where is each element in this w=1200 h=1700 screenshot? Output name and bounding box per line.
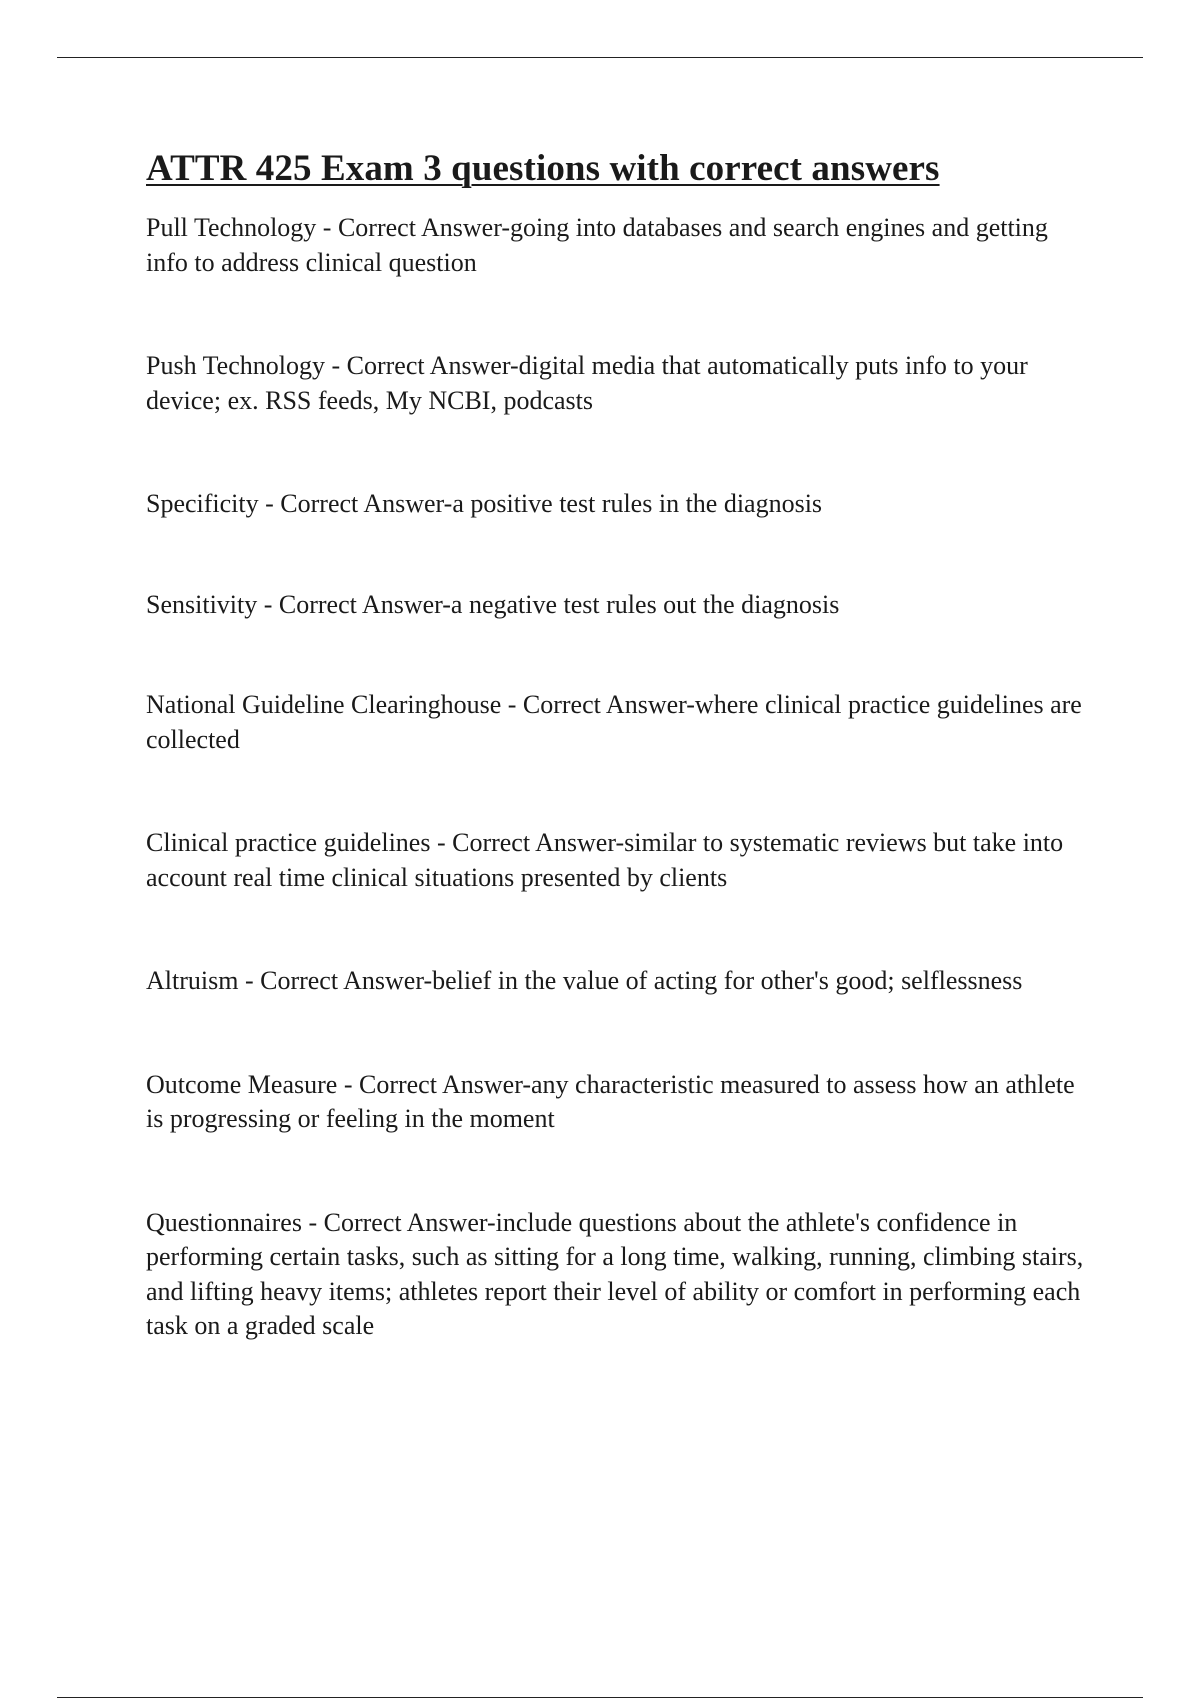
qa-entry-push-technology: Push Technology - Correct Answer-digital media that automatically puts info to your device; ex. RSS feeds, My NCBI, podcasts	[146, 351, 1028, 415]
qa-entry-pull-technology: Pull Technology - Correct Answer-going into databases and search engines and getting info to address clinical question	[146, 213, 1048, 277]
qa-entry-national-guideline-clearinghouse: National Guideline Clearinghouse - Correct Answer-where clinical practice guidelines are collected	[146, 690, 1082, 754]
qa-entry-specificity: Specificity - Correct Answer-a positive test rules in the diagnosis	[146, 489, 823, 518]
document-body	[146, 143, 1086, 1344]
qa-entry-outcome-measure: Outcome Measure - Correct Answer-any characteristic measured to assess how an athlete is progressing or feeling in the moment	[146, 1069, 1075, 1133]
qa-entry-clinical-practice-guidelines: Clinical practice guidelines - Correct Answer-similar to systematic reviews but take into account real time clinical situations presented by clients	[146, 828, 1064, 892]
qa-entry-sensitivity: Sensitivity - Correct Answer-a negative test rules out the diagnosis	[146, 589, 840, 619]
qa-entry-questionnaires: Questionnaires - Correct Answer-include questions about the athlete's confidence in performing certain tasks, such as sitting for a long time, walking, running, climbing stairs, and lifting heavy items; athletes report their level of ability or comfort in performing each task on a graded scale	[146, 1207, 1084, 1340]
bottom-rule	[57, 1697, 1143, 1698]
qa-entry-altruism: Altruism - Correct Answer-belief in the value of acting for other's good; selflessness	[146, 966, 1023, 995]
top-rule	[57, 57, 1143, 58]
document-title: ATTR 425 Exam 3 questions with correct answers	[146, 148, 940, 189]
